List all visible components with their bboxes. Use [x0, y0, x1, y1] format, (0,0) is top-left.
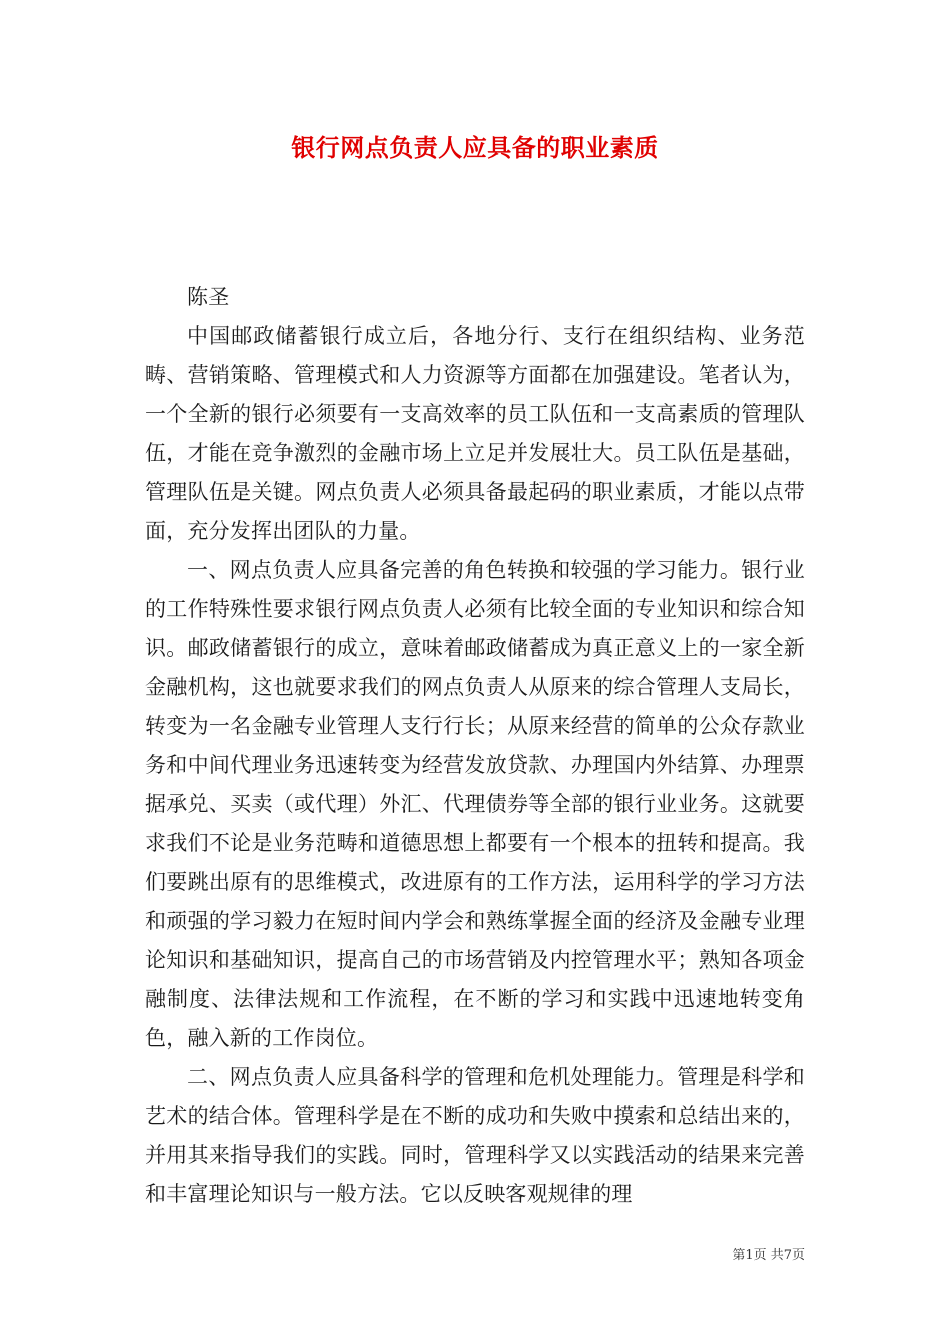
- paragraph-intro: 中国邮政储蓄银行成立后，各地分行、支行在组织结构、业务范畴、营销策略、管理模式和人力资源等方面都在加强建设。笔者认为，一个全新的银行必须要有一支高效率的员工队伍和一支高素质的管理队伍，才能在竞争激烈的金融市场上立足并发展壮大。员工队伍是基础，管理队伍是关键。网点负责人必须具备最起码的职业素质，才能以点带面，充分发挥出团队的力量。: [145, 324, 805, 543]
- document-body: [145, 278, 805, 1214]
- author-line: 陈圣: [187, 285, 230, 309]
- document-title: 银行网点负责人应具备的职业素质: [291, 133, 659, 162]
- page-number-footer: 第1页 共7页: [732, 1248, 805, 1263]
- paragraph-section-one: 一、网点负责人应具备完善的角色转换和较强的学习能力。银行业的工作特殊性要求银行网点负责人必须有比较全面的专业知识和综合知识。邮政储蓄银行的成立，意味着邮政储蓄成为真正意义上的一家全新金融机构，这也就要求我们的网点负责人从原来的综合管理人支局长，转变为一名金融专业管理人支行行长；从原来经营的简单的公众存款业务和中间代理业务迅速转变为经营发放贷款、办理国内外结算、办理票据承兑、买卖（或代理）外汇、代理债券等全部的银行业业务。这就要求我们不论是业务范畴和道德思想上都要有一个根本的扭转和提高。我们要跳出原有的思维模式，改进原有的工作方法，运用科学的学习方法和顽强的学习毅力在短时间内学会和熟练掌握全面的经济及金融专业理论知识和基础知识，提高自己的市场营销及内控管理水平；熟知各项金融制度、法律法规和工作流程，在不断的学习和实践中迅速地转变角色，融入新的工作岗位。: [145, 558, 805, 1050]
- paragraph-section-two: 二、网点负责人应具备科学的管理和危机处理能力。管理是科学和艺术的结合体。管理科学是在不断的成功和失败中摸索和总结出来的，并用其来指导我们的实践。同时，管理科学又以实践活动的结果来完善和丰富理论知识与一般方法。它以反映客观规律的理: [145, 1065, 805, 1206]
